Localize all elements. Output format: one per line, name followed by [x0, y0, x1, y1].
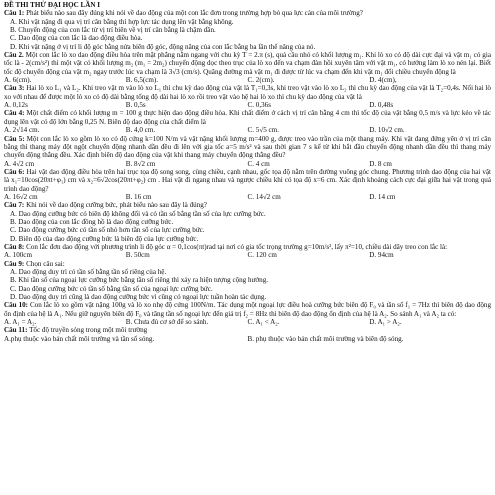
answer-option: B. 4,0 cm. — [125, 126, 156, 135]
question — [4, 301, 491, 318]
answer-options-row — [4, 335, 491, 343]
answer-option: A. 16√2 cm — [4, 192, 38, 201]
answer-option: C. 0,36s — [247, 101, 271, 110]
question-text: Phát biểu nào sau đây đúng khi nói về dao động của một con lắc đơn trong trường hợp bỏ qua lực cản của môi trường? — [24, 9, 363, 18]
answer-option: D. 94cm — [369, 251, 394, 260]
answer-option: C. A₁ < A₂. — [247, 318, 280, 327]
question-text: Con lắc đơn dao động với phương trình li độ góc α = 0,1cos(πt)rad tại nơi có gia tốc trọng trường g=10m/s², lấy π²=10, chiều dài dây treo con lắc là: — [24, 242, 448, 251]
answer-option: C. Dao động cưỡng bức có tần số bằng tần số của ngoại lực cưỡng bức. — [10, 284, 213, 293]
question-number: Câu 2. — [4, 51, 24, 60]
question-text: Một con lắc lò xo gồm lò xo có độ cứng k=100 N/m và vật nặng khối lượng m=400 g, được treo vào trần của một thang máy. Khi vật đang đứng yên ở vị trí cân bằng thì thang máy đột ngột chuyển động nhanh dần đều đi lên với gia tốc a=5 m/s² và sau thời gian 7 s kể từ khi bắt đầu chuyển động nhanh dần đều thì thang máy chuyển động thẳng đều. Xác định biên độ dao động của vật khi thang máy chuyển động thẳng đều? — [4, 134, 491, 160]
answer-option: B. phụ thuộc vào bản chất môi trường và biên độ sóng. — [247, 334, 404, 343]
question — [4, 243, 491, 251]
answer-option: B. 0,5s — [125, 101, 146, 110]
answer-option: B. Chưa đủ cơ sở để so sánh. — [125, 318, 209, 327]
question-number: Câu 4: — [4, 109, 25, 118]
question — [4, 168, 491, 193]
answer-option: A. Khi vật nặng đi qua vị trí cân bằng thì hợp lực tác dụng lên vật bằng không. — [10, 17, 234, 26]
answer-option: C. 120 cm — [247, 251, 277, 260]
answer-option: A. Dao động cưỡng bức có biên độ không đổi và có tần số bằng tần số của lực cưỡng bức. — [10, 209, 266, 218]
question-number: Câu 8: — [4, 242, 25, 251]
answer-option: C. 14√2 cm — [247, 192, 281, 201]
question-number: Câu 11: — [4, 326, 28, 335]
answer-option: A. 4√2 cm — [4, 159, 35, 168]
answer-options-row — [4, 126, 491, 134]
question-text: Khi nói về dao động cưỡng bức, phát biểu nào sau đây là đúng? — [24, 201, 207, 210]
answer-option: B. Khi tần số của ngoại lực cưỡng bức bằng tần số riêng thì xảy ra hiện tượng cộng hưởng. — [10, 276, 269, 285]
question — [4, 51, 491, 76]
answer-option: B. Dao động của con lắc đồng hồ là dao động cưỡng bức. — [10, 217, 174, 226]
question-text: Tốc độ truyền sóng trong một môi trường — [27, 326, 148, 335]
answer-option: B. 16 cm — [125, 192, 152, 201]
answer-options-row — [4, 318, 491, 326]
answer-option: D. Dao động duy trì cũng là dao động cưỡng bức vì cũng có ngoại lực tuần hoàn tác dụng. — [10, 293, 267, 302]
question — [4, 109, 491, 126]
question-number: Câu 1: — [4, 9, 25, 18]
question — [4, 9, 491, 17]
answer-option: D. A₁ > A₂. — [369, 318, 402, 327]
question — [4, 260, 491, 268]
answer-option: D. 14 cm — [369, 192, 396, 201]
question — [4, 326, 491, 334]
question-text: Hai lò xo L₁ và L₂. Khi treo vật m vào lò xo L₁ thì chu kỳ dao động của vật là T₁=0,3s, khi treo vật vào lò xo L₂ thì chu kỳ dao động của vật là T₂=0,4s. Nối hai lò xo với nhau để được một lò xo có độ dài bằng tổng độ dài hai lò xo rồi treo vật vào hệ hai lò xo thì chu kỳ dao động của vật là — [4, 84, 491, 101]
exam-title: ĐỀ THI THỬ ĐẠI HỌC LẦN I — [4, 1, 101, 9]
question-number: Câu 10: — [4, 301, 29, 310]
question — [4, 201, 491, 209]
question-number: Câu 9: — [4, 259, 25, 268]
answer-option: D. 8 cm — [369, 159, 392, 168]
question-text: Con lắc lò xo gồm vật nặng 100g và lò xo nhẹ độ cứng 100N/m. Tác dụng một ngoại lực điều hoà cưỡng bức biên độ F₀ và tần số f₁ = 7Hz thì biên độ dao động ổn định của hệ là A₁. Nếu giữ nguyên biên độ F₀ và tăng tần số ngoại lực đến giá trị f₂ = 8Hz thì biên độ dao động ổn định của hệ là A₂. So sánh A₁ và A₂ ta có: — [4, 301, 491, 318]
answer-option: C. 5√5 cm. — [247, 126, 279, 135]
question-number: Câu 3: — [4, 84, 25, 93]
answer-option: C. Dao động của con lắc là dao động điều hòa. — [10, 34, 143, 43]
answer-option: C. 4 cm — [247, 159, 270, 168]
question-text: Một chất điểm có khối lượng m = 100 g thực hiện dao động điều hòa. Khi chất điểm ở cách vị trí cân bằng 4 cm thì tốc độ của vật bằng 0,5 m/s và lực kéo về tác dụng lên vật có độ lớn bằng 0,25 N. Biên độ dao động của chất điểm là — [4, 109, 491, 126]
question-text: Một con lắc lò xo dao động điều hòa trên mặt phẳng nằm ngang với chu kỳ T = 2.π (s), quả cầu nhỏ có khối lượng m₁. Khi lò xo có độ dài cực đại và vật m₁ có gia tốc là - 2(cm/s²) thì một vật có khối lượng m₂ (m₁ = 2m₂) chuyển động dọc theo trục của lò xo đến va chạm đàn hồi xuyên tâm với vật m₁, có hướng làm lò xo nén lại. Biết tốc độ chuyển động của vật m₂ ngay trước lúc va chạm là 3√3 (cm/s). Quãng đường mà vật m₁ đi được từ lúc va chạm đến khi vật m₁ đổi chiều chuyển động là — [4, 51, 491, 76]
answer-option: B. 6,5(cm). — [125, 76, 159, 85]
answer-option: D. 0,48s — [369, 101, 394, 110]
question — [4, 135, 491, 160]
answer-option: D. Khi vật nặng ở vị trí li độ góc bằng nửa biên độ góc, động năng của con lắc bằng ba lần thế năng của nó. — [10, 42, 316, 51]
answer-option: D. 10√2 cm. — [369, 126, 405, 135]
question-text: Chọn câu sai: — [24, 259, 65, 268]
question — [4, 84, 491, 101]
answer-options-row — [4, 101, 491, 109]
answer-option: B. 50cm — [125, 251, 150, 260]
answer-option: D. 4(cm), — [369, 76, 397, 85]
answer-option: C. 2(cm). — [247, 76, 275, 85]
question-number: Câu 7: — [4, 201, 25, 210]
answer-options-row — [4, 160, 491, 168]
answer-option: C. Dao động cưỡng bức có tần số nhỏ hơn tần số của lực cưỡng bức. — [10, 226, 205, 235]
question-number: Câu 6: — [4, 167, 25, 176]
answer-option: B. Chuyển động của con lắc từ vị trí biên về vị trí cân bằng là chậm dần. — [10, 26, 216, 35]
answer-option: A. A₁ = A₂. — [4, 318, 37, 327]
question-list — [4, 9, 491, 343]
question-text: Hai vật dao động điều hòa trên hai trục tọa độ song song, cùng chiều, cạnh nhau, gốc tọa độ nằm trên đường vuông góc chung. Phương trình dao động của hai vật là x₁=10cos(20πt+φ₁) cm và x₂=6√2cos(20πt+φ₂) cm . Hai vật đi ngang nhau và ngược chiều khi có tọa độ x=6 cm. Xác định khoảng cách cực đại giữa hai vật trong quá trình dao động? — [4, 167, 491, 193]
answer-option: A.phụ thuộc vào bản chất môi trường và tần số sóng. — [4, 334, 155, 343]
answer-option: D. Biên độ của dao động cưỡng bức là biên độ của lực cưỡng bức. — [10, 234, 199, 243]
answer-option: A. 6(cm). — [4, 76, 32, 85]
answer-option: A. 2√14 cm. — [4, 126, 40, 135]
answer-options-row — [4, 193, 491, 201]
answer-option: A. 100cm — [4, 251, 32, 260]
answer-options-row — [4, 251, 491, 259]
answer-option: A. Dao động duy trì có tần số bằng tần số riêng của hệ. — [10, 268, 167, 276]
answer-option: A. 0,12s — [4, 101, 28, 110]
answer-options-row — [4, 76, 491, 84]
answer-option: B. 8√2 cm — [125, 159, 156, 168]
question-number: Câu 5: — [4, 134, 25, 143]
